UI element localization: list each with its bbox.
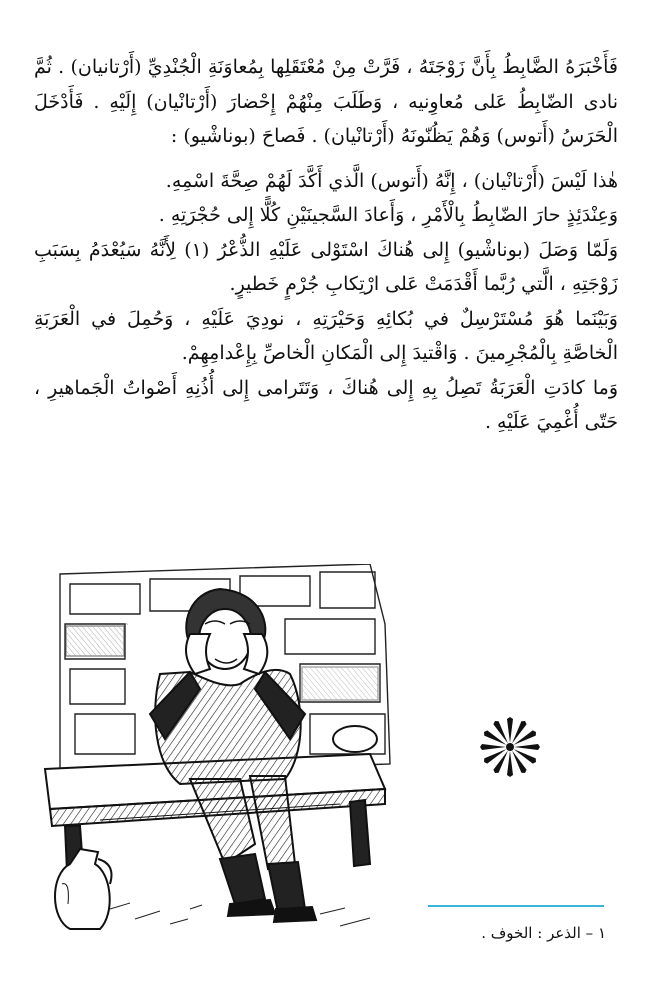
- water-jug: [55, 849, 112, 929]
- paragraph-4: وَلَمّا وَصَلَ (بوناشْيو) إِلى هُناكَ اسْتَوْلى عَلَيْهِ الذُّعْرُ (١) لِأَنَّهُ سَيُعْدَمُ بِسَبَبِ زَوْجَتِهِ ، الَّتي رُبَّما أَقْدَمَتْ عَلى ارْتِكابِ جُرْمٍ خَطيرٍ.: [34, 238, 618, 295]
- paragraph-2: هٰذا لَيْسَ (أَرْتانْيان) ، إِنَّهُ (أَتوس) الَّذي أَكَّدَ لَهُمْ صِحَّةَ اسْمِهِ.: [165, 169, 618, 192]
- paragraph-6: وَما كادَتِ الْعَرَبَةُ تَصِلُ بِهِ إِلى هُناكَ ، وَتَتَرامى إِلى أُذُنِهِ أَصْواتُ الْجَماهيرِ ، حَتّى أُغْمِيَ عَلَيْهِ .: [34, 376, 618, 433]
- paragraph-5: وَبَيْنَما هُوَ مُسْتَرْسِلٌ في بُكائِهِ وَحَيْرَتِهِ ، نودِيَ عَلَيْهِ ، وَحُمِلَ في الْعَرَبَةِ الْخاصَّةِ بِالْمُجْرِمينَ . وَاقْتيدَ إِلى الْمَكانِ الْخاصِّ بِإِعْدامِهِمْ.: [34, 307, 618, 364]
- bread-loaf: [333, 726, 377, 752]
- paragraph-1: فَأَخْبَرَهُ الضَّابِطُ بِأَنَّ زَوْجَتَهُ ، فَرَّتْ مِنْ مُعْتَقَلِها بِمُعاوَنَةِ الْجُنْدِيِّ (أَرْتانيان) . ثُمَّ نادى الضّابِطُ عَلى مُعاوِنيه ، وَطَلَبَ مِنْهُمْ إِحْضارَ (أَرْتانْيان) إِلَيْهِ . فَأَدْخَلَ الْحَرَسُ (أَتوس) وَهُمْ يَظُنّونَهُ (أَرْتانْيان) . فَصاحَ (بوناشْيو) :: [34, 56, 618, 147]
- prisoner-illustration: [40, 564, 405, 934]
- paragraph-3: وَعِنْدَئِذٍ حارَ الضّابِطُ بِالْأَمْرِ ، وَأَعادَ السَّجينَيْنِ كُلًّا إِلى حُجْرَتِهِ .: [158, 204, 618, 226]
- footnote-rule: [428, 905, 604, 907]
- ornament-icon: [478, 715, 542, 779]
- footnote: ١ – الذعر : الخوف .: [481, 924, 606, 942]
- story-text: [34, 50, 618, 440]
